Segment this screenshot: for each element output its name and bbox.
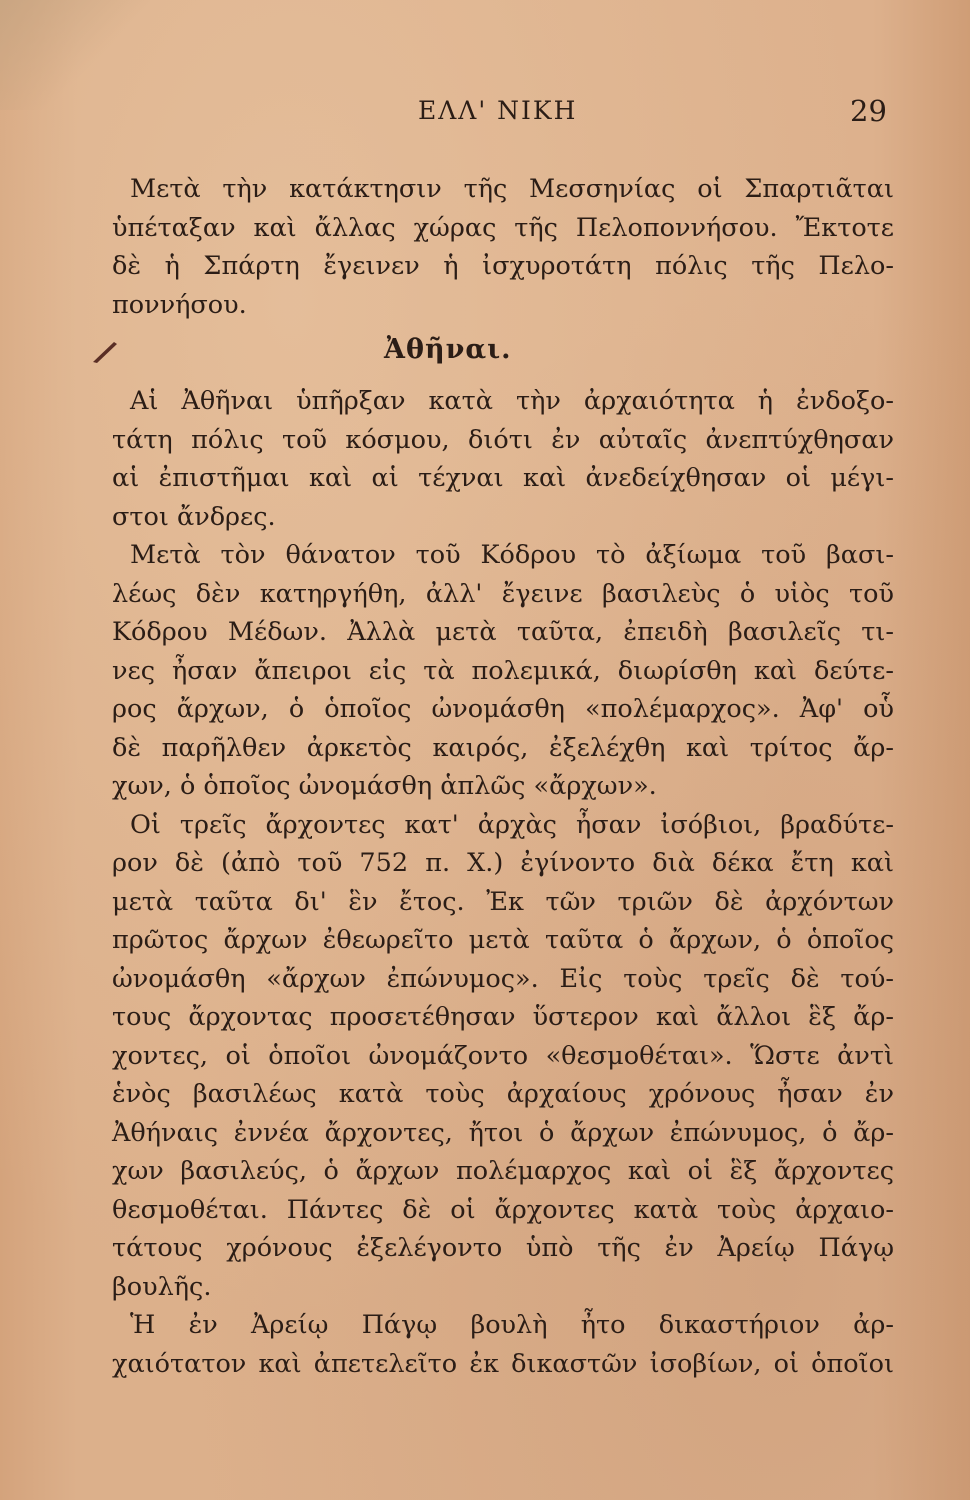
- text-line: πρῶτος ἄρχων ἐθεωρεῖτο μετὰ ταῦτα ὁ ἄρχων, ὁ ὁποῖος: [112, 925, 894, 955]
- text-line: βουλῆς.: [112, 1271, 212, 1302]
- text-line: ἑνὸς βασιλέως κατὰ τοὺς ἀρχαίους χρόνους ἦσαν ἐν: [112, 1079, 894, 1109]
- page-number: 29: [850, 94, 887, 128]
- text-line: αἱ ἐπιστῆμαι καὶ αἱ τέχναι καὶ ἀνεδείχθησαν οἱ μέγι-: [112, 463, 894, 493]
- text-line: τους ἄρχοντας προσετέθησαν ὕστερον καὶ ἄλλοι ἓξ ἄρ-: [112, 1002, 894, 1032]
- text-line: ὠνομάσθη «ἄρχων ἐπώνυμος». Εἰς τοὺς τρεῖς δὲ τού-: [112, 963, 894, 994]
- section-heading-row: [112, 324, 894, 382]
- text-line: Ἀθήναις ἐννέα ἄρχοντες, ἤτοι ὁ ἄρχων ἐπώνυμος, ὁ ἄρ-: [112, 1117, 894, 1148]
- section-heading: Ἀθῆναι.: [384, 334, 512, 365]
- paragraph-archons: [112, 806, 894, 1307]
- text-line: δὲ παρῆλθεν ἀρκετὸς καιρός, ἐξελέχθη καὶ τρίτος ἄρ-: [112, 732, 894, 763]
- running-head-title: ΕΛΛ' ΝΙΚΗ: [418, 96, 578, 125]
- text-line: ρος ἄρχων, ὁ ὁποῖος ὠνομάσθη «πολέμαρχος». Ἀφ' οὗ: [112, 694, 894, 724]
- text-line: λέως δὲν κατηργήθη, ἀλλ' ἔγεινε βασιλεὺς ὁ υἱὸς τοῦ: [112, 578, 894, 609]
- text-block: [112, 170, 894, 1383]
- text-line: χων βασιλεύς, ὁ ἄρχων πολέμαρχος καὶ οἱ ἓξ ἄρχοντες: [112, 1156, 894, 1186]
- paragraph-areopagus: [112, 1306, 894, 1383]
- text-line: Μετὰ τὴν κατάκτησιν τῆς Μεσσηνίας οἱ Σπαρτιᾶται: [130, 174, 894, 204]
- text-line: δὲ ἡ Σπάρτη ἔγεινεν ἡ ἰσχυροτάτη πόλις τῆς Πελο-: [112, 251, 894, 281]
- text-line: ρον δὲ (ἀπὸ τοῦ 752 π. Χ.) ἐγίνοντο διὰ δέκα ἔτη καὶ: [112, 848, 894, 878]
- pencil-mark-icon: [90, 338, 120, 364]
- text-line: χαιότατον καὶ ἀπετελεῖτο ἐκ δικαστῶν ἰσοβίων, οἱ ὁποῖοι: [112, 1348, 894, 1379]
- text-line: Αἱ Ἀθῆναι ὑπῆρξαν κατὰ τὴν ἀρχαιότητα ἡ ἐνδοξο-: [130, 386, 894, 416]
- text-line: νες ἦσαν ἄπειροι εἰς τὰ πολεμικά, διωρίσθη καὶ δεύτε-: [112, 655, 894, 686]
- text-line: στοι ἄνδρες.: [112, 501, 276, 532]
- text-line: Μετὰ τὸν θάνατον τοῦ Κόδρου τὸ ἀξίωμα τοῦ βασι-: [130, 540, 894, 570]
- text-line: θεσμοθέται. Πάντες δὲ οἱ ἄρχοντες κατὰ τοὺς ἀρχαιο-: [112, 1194, 894, 1225]
- paragraph-athens-intro: [112, 382, 894, 536]
- text-line: ὑπέταξαν καὶ ἄλλας χώρας τῆς Πελοποννήσου. Ἔκτοτε: [112, 212, 894, 243]
- text-line: ποννήσου.: [112, 289, 247, 320]
- running-head: [0, 96, 970, 136]
- text-line: τάτους χρόνους ἐξελέγοντο ὑπὸ τῆς ἐν Ἀρείῳ Πάγῳ: [112, 1233, 894, 1263]
- text-line: Οἱ τρεῖς ἄρχοντες κατ' ἀρχὰς ἦσαν ἰσόβιοι, βραδύτε-: [130, 809, 894, 840]
- text-line: τάτη πόλις τοῦ κόσμου, διότι ἐν αὐταῖς ἀνεπτύχθησαν: [112, 424, 894, 455]
- text-line: μετὰ ταῦτα δι' ἓν ἔτος. Ἐκ τῶν τριῶν δὲ ἀρχόντων: [112, 886, 894, 917]
- text-line: χοντες, οἱ ὁποῖοι ὠνομάζοντο «θεσμοθέται». Ὥστε ἀντὶ: [112, 1040, 894, 1071]
- paragraph-kodros: [112, 536, 894, 806]
- text-line: χων, ὁ ὁποῖος ὠνομάσθη ἁπλῶς «ἄρχων».: [112, 771, 657, 801]
- text-line: Ἡ ἐν Ἀρείῳ Πάγῳ βουλὴ ἦτο δικαστήριον ἀρ-: [130, 1310, 894, 1340]
- text-line: Κόδρου Μέδων. Ἀλλὰ μετὰ ταῦτα, ἐπειδὴ βασιλεῖς τι-: [112, 617, 894, 647]
- paragraph-sparta: [112, 170, 894, 324]
